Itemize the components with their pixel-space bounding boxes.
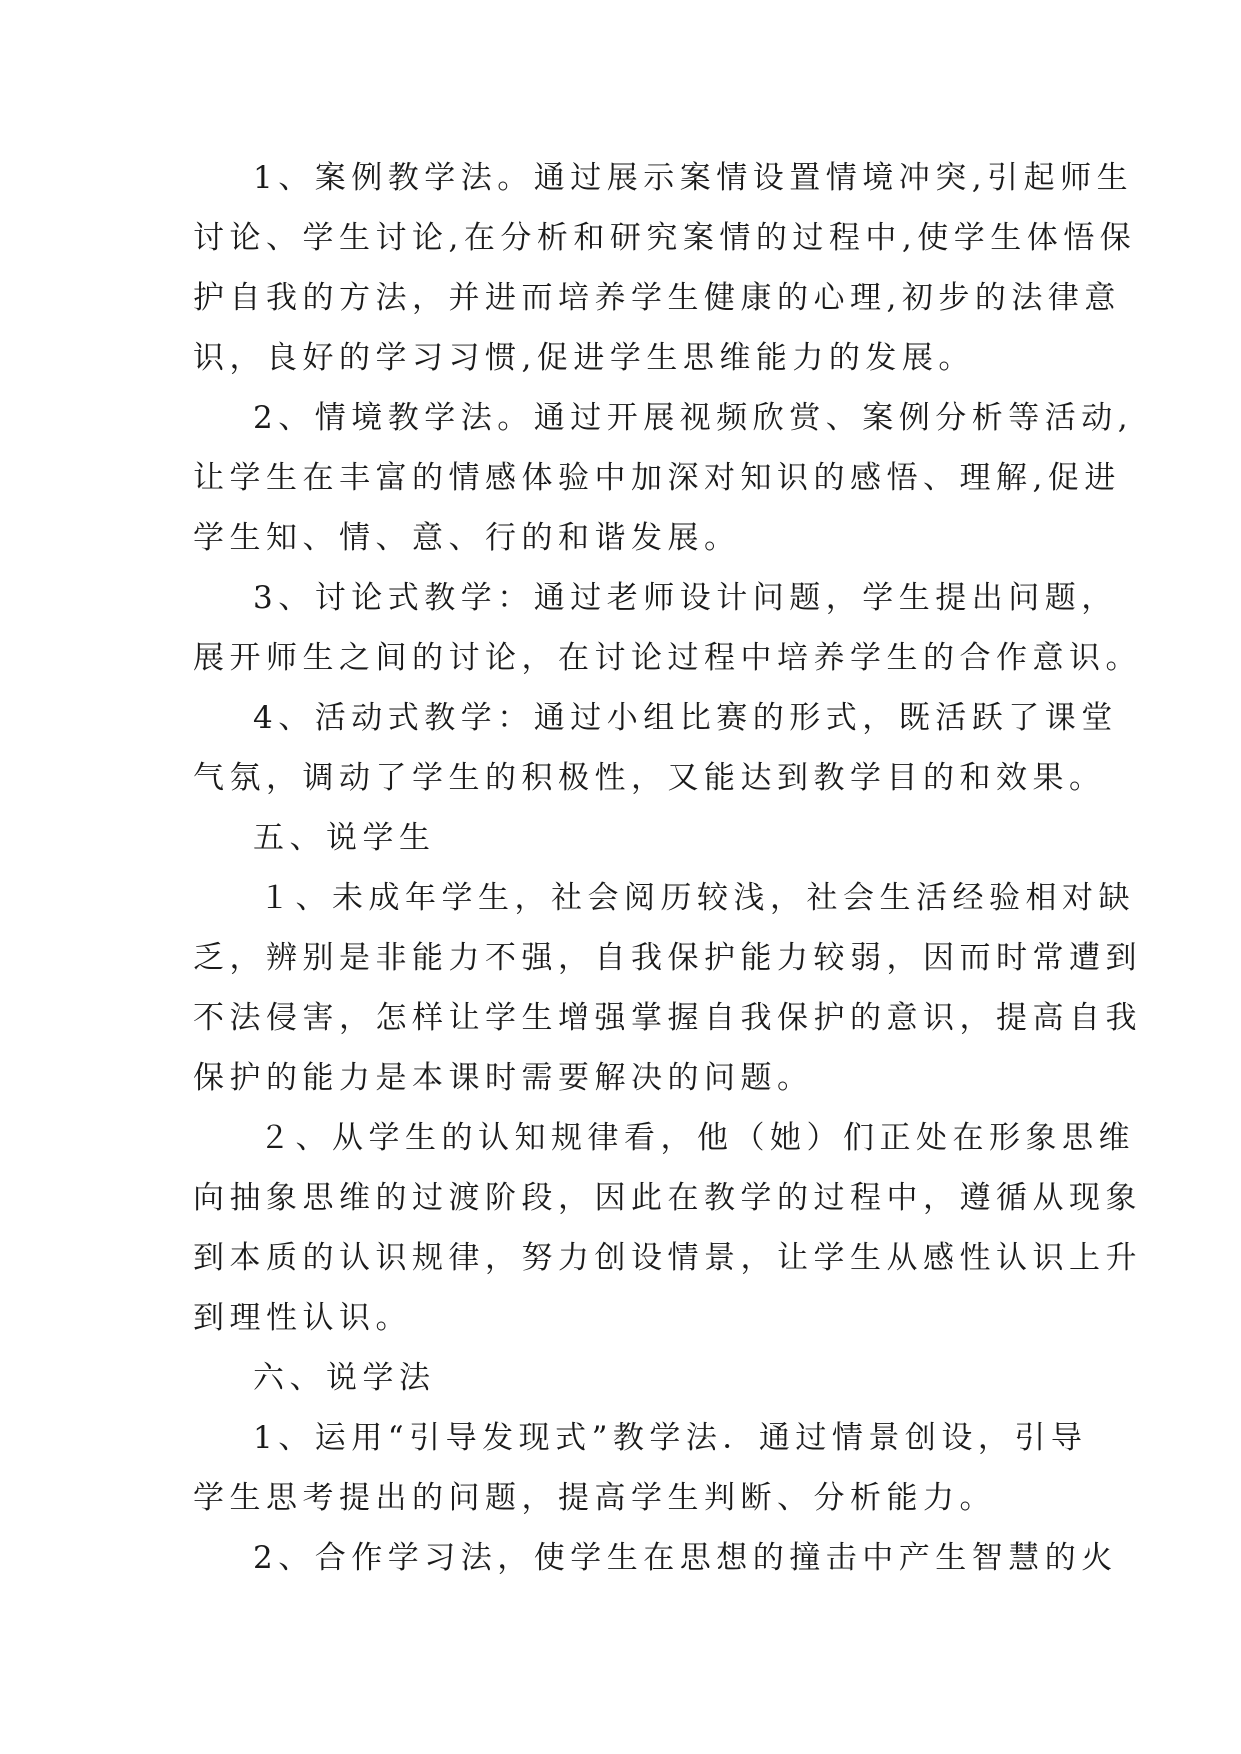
paragraph-line: 1、运用“引导发现式”教学法．通过情景创设，引导 xyxy=(253,1420,1088,1456)
paragraph-line: 3、讨论式教学：通过老师设计问题，学生提出问题， xyxy=(253,580,1118,616)
paragraph-line: 4、活动式教学：通过小组比赛的形式，既活跃了课堂 xyxy=(253,700,1118,736)
paragraph-line: 保护的能力是本课时需要解决的问题。 xyxy=(193,1060,814,1096)
paragraph-line: 展开师生之间的讨论，在讨论过程中培养学生的合作意识。 xyxy=(193,640,1142,676)
paragraph-line: 讨论、学生讨论,在分析和研究案情的过程中,使学生体悟保 xyxy=(193,220,1137,256)
paragraph-line: 学生知、情、意、行的和谐发展。 xyxy=(193,520,741,556)
paragraph-line: 乏，辨别是非能力不强，自我保护能力较弱，因而时常遭到 xyxy=(193,940,1142,976)
paragraph-line: 学生思考提出的问题，提高学生判断、分析能力。 xyxy=(193,1480,996,1516)
paragraph-line: ２、从学生的认知规律看，他（她）们正处在形象思维 xyxy=(259,1120,1135,1156)
paragraph-line: 2、合作学习法，使学生在思想的撞击中产生智慧的火 xyxy=(253,1540,1118,1576)
paragraph-line: 不法侵害，怎样让学生增强掌握自我保护的意识，提高自我 xyxy=(193,1000,1142,1036)
document-body xyxy=(193,148,1142,1588)
paragraph-line: 1、案例教学法。通过展示案情设置情境冲突,引起师生 xyxy=(253,160,1134,196)
paragraph-line: 识，良好的学习习惯,促进学生思维能力的发展。 xyxy=(193,340,975,376)
paragraph-line: 到理性认识。 xyxy=(193,1300,412,1336)
paragraph-line: 护自我的方法，并进而培养学生健康的心理,初步的法律意 xyxy=(193,280,1121,316)
paragraph-line: 到本质的认识规律，努力创设情景，让学生从感性认识上升 xyxy=(193,1240,1142,1276)
section-heading: 六、说学法 xyxy=(253,1360,436,1396)
paragraph-line: 气氛，调动了学生的积极性，又能达到教学目的和效果。 xyxy=(193,760,1106,796)
paragraph-line: 让学生在丰富的情感体验中加深对知识的感悟、理解,促进 xyxy=(193,460,1121,496)
paragraph-line: １、未成年学生，社会阅历较浅，社会生活经验相对缺 xyxy=(259,880,1135,916)
paragraph-line: 2、情境教学法。通过开展视频欣赏、案例分析等活动, xyxy=(253,400,1134,436)
paragraph-line: 向抽象思维的过渡阶段，因此在教学的过程中，遵循从现象 xyxy=(193,1180,1142,1216)
section-heading: 五、说学生 xyxy=(253,820,436,856)
